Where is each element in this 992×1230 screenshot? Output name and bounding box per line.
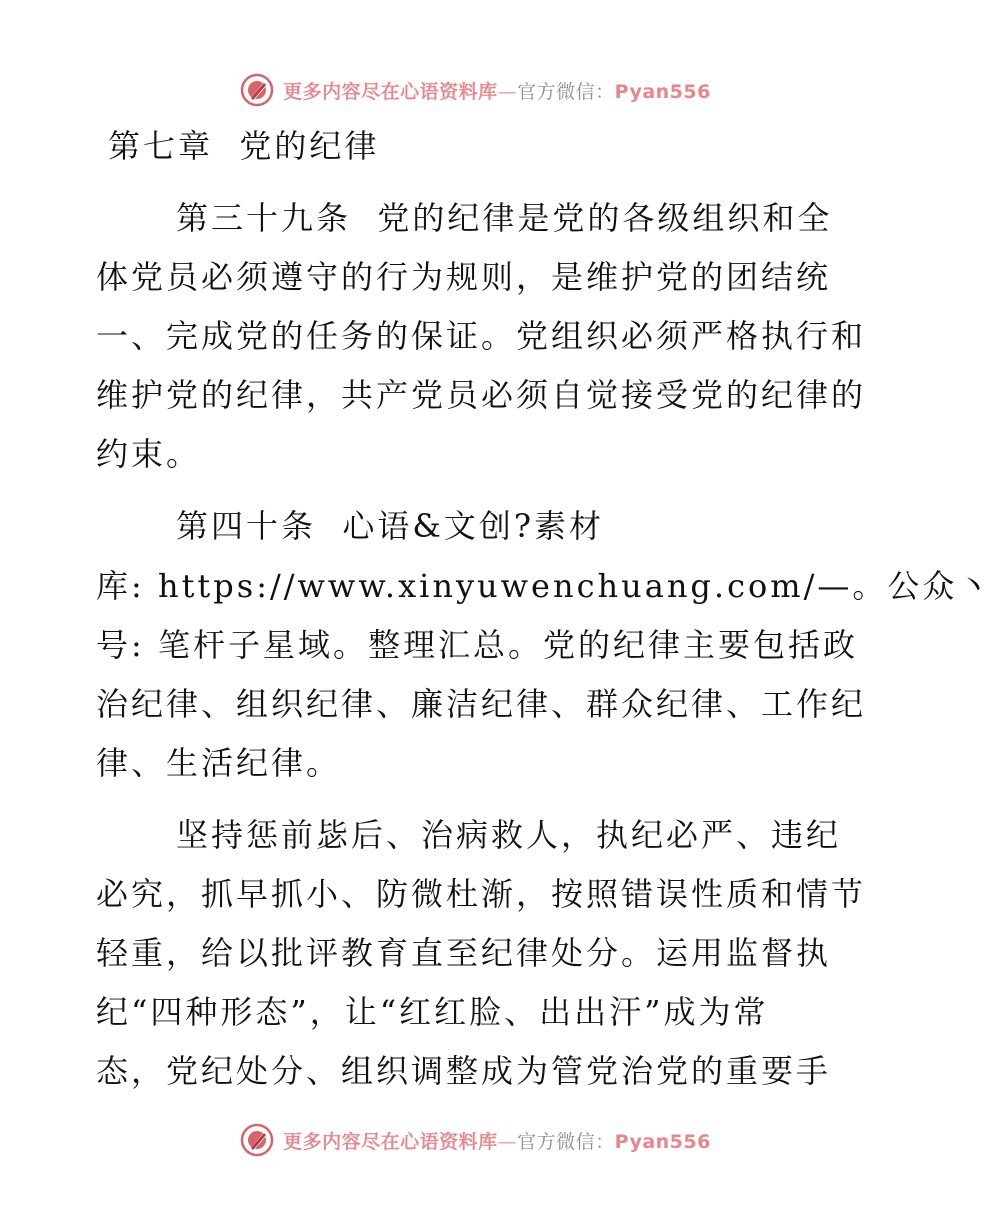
watermark-footer <box>0 1118 950 1162</box>
watermark-main: 更多内容尽在心语资料库 <box>283 1130 498 1153</box>
body-line: 号: 笔杆子星域。整理汇总。党的纪律主要包括政 <box>96 626 858 664</box>
watermark-dash: — <box>497 1130 518 1153</box>
body-line: 纪“四种形态”，让“红红脸、出出汗”成为常 <box>96 993 769 1031</box>
body-line: 约束。 <box>96 435 202 473</box>
pen-logo-icon <box>239 72 275 108</box>
body-line: 第四十条 心语&文创?素材 <box>176 507 604 545</box>
pen-logo-icon <box>239 1122 275 1158</box>
body-line: 坚持惩前毖后、治病救人，执纪必严、违纪 <box>176 816 842 854</box>
chapter-title: 第七章 党的纪律 <box>108 127 380 165</box>
watermark-label: 官方微信： <box>517 1130 615 1153</box>
watermark-dash: — <box>497 80 518 103</box>
watermark-label: 官方微信： <box>517 80 615 103</box>
watermark-text <box>283 1127 711 1154</box>
watermark-text <box>283 77 711 104</box>
body-line: 一、完成党的任务的保证。党组织必须严格执行和 <box>96 317 867 355</box>
body-line: 治纪律、组织纪律、廉洁纪律、群众纪律、工作纪 <box>96 685 867 723</box>
body-line: 轻重，给以批评教育直至纪律处分。运用监督执 <box>96 934 832 972</box>
body-line: 态，党纪处分、组织调整成为管党治党的重要手 <box>96 1052 832 1090</box>
body-line: 维护党的纪律，共产党员必须自觉接受党的纪律的 <box>96 376 867 414</box>
watermark-wechat-id: Pyan556 <box>614 80 711 103</box>
body-line: 律、生活纪律。 <box>96 744 342 782</box>
watermark-header <box>0 68 950 112</box>
body-line: 第三十九条 党的纪律是党的各级组织和全 <box>176 199 833 237</box>
body-line: 必究，抓早抓小、防微杜渐，按照错误性质和情节 <box>96 875 867 913</box>
watermark-main: 更多内容尽在心语资料库 <box>283 80 498 103</box>
body-line: 库: https://www.xinyuwenchuang.com/—。公众丶 <box>96 567 992 605</box>
watermark-wechat-id: Pyan556 <box>614 1130 711 1153</box>
body-line: 体党员必须遵守的行为规则，是维护党的团结统 <box>96 258 832 296</box>
